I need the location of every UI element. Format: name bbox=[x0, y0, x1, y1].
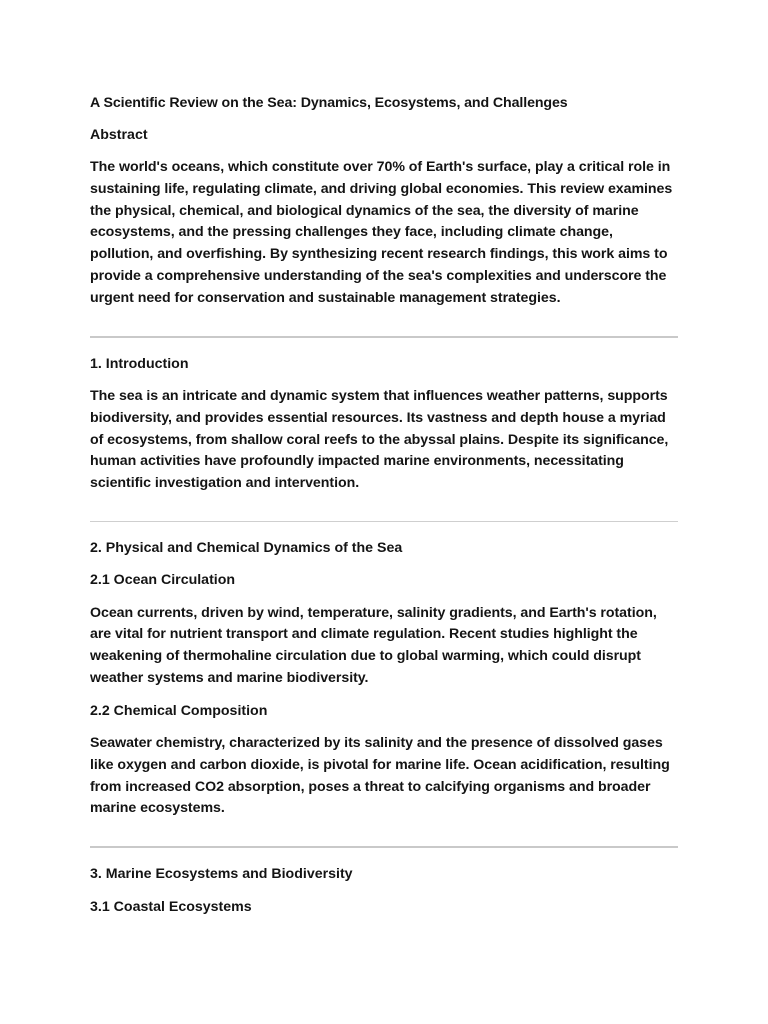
section-divider bbox=[90, 336, 678, 338]
introduction-heading: 1. Introduction bbox=[90, 355, 189, 372]
circulation-subheading: 2.1 Ocean Circulation bbox=[90, 572, 236, 589]
chemistry-paragraph: Seawater chemistry, characterized by its salinity and the presence of dissolved gases like oxygen and carbon dioxide, is pivotal for marine life. Ocean acidification, resulting from increased CO2 absorption, poses a threat to calcifying organisms and broader marine ecosystems. bbox=[90, 735, 670, 817]
dynamics-heading: 2. Physical and Chemical Dynamics of the Sea bbox=[90, 539, 403, 556]
document-title: A Scientific Review on the Sea: Dynamics, Ecosystems, and Challenges bbox=[90, 95, 568, 111]
chemistry-subheading: 2.2 Chemical Composition bbox=[90, 702, 268, 719]
section-divider bbox=[90, 521, 678, 522]
abstract-heading: Abstract bbox=[90, 126, 148, 143]
ecosystems-heading: 3. Marine Ecosystems and Biodiversity bbox=[90, 866, 353, 883]
introduction-paragraph: The sea is an intricate and dynamic system that influences weather patterns, supports biodiversity, and provides essential resources. Its vastness and depth house a myriad of ecosystems, from shallow coral reefs to the abyssal plains. Despite its significance, human activities have profoundly impacted marine environments, necessitating scientific investigation and intervention. bbox=[90, 387, 669, 492]
coastal-subheading: 3.1 Coastal Ecosystems bbox=[90, 898, 252, 915]
circulation-paragraph: Ocean currents, driven by wind, temperature, salinity gradients, and Earth's rotation, are vital for nutrient transport and climate regulation. Recent studies highlight the weakening of thermohaline circulation due to global warming, which could disrupt weather systems and marine biodiversity. bbox=[90, 604, 657, 686]
section-divider bbox=[90, 846, 678, 848]
abstract-paragraph: The world's oceans, which constitute over 70% of Earth's surface, play a critical role in sustaining life, regulating climate, and driving global economies. This review examines the physical, chemical, and biological dynamics of the sea, the diversity of marine ecosystems, and the pressing challenges they face, including climate change, pollution, and overfishing. By synthesizing recent research findings, this work aims to provide a comprehensive understanding of the sea's complexities and underscore the urgent need for conservation and sustainable management strategies. bbox=[90, 159, 673, 306]
